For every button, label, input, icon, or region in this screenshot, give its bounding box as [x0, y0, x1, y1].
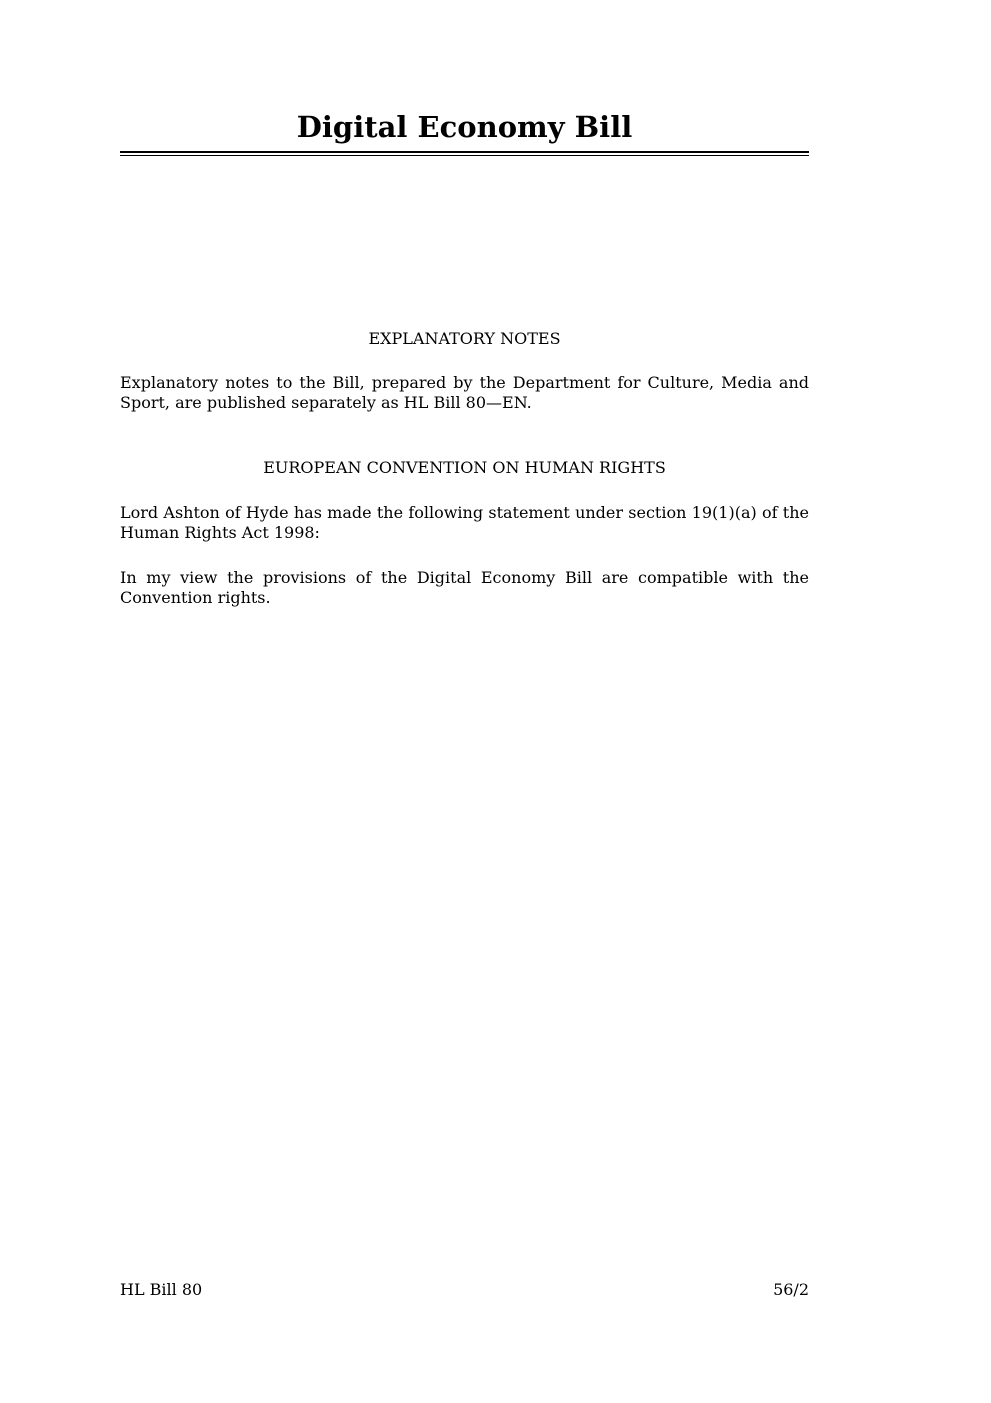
section-heading: EUROPEAN CONVENTION ON HUMAN RIGHTS: [263, 458, 666, 477]
section-heading: EXPLANATORY NOTES: [368, 329, 561, 348]
paragraph: In my view the provisions of the Digital Economy Bill are compatible with the Convention rights.: [120, 568, 809, 607]
title-rule-thin: [120, 155, 809, 156]
paragraph: Lord Ashton of Hyde has made the following statement under section 19(1)(a) of the Human Rights Act 1998:: [120, 503, 809, 542]
paragraph: Explanatory notes to the Bill, prepared by the Department for Culture, Media and Sport, are published separately as HL Bill 80—EN.: [120, 373, 809, 412]
footer-bill-number: HL Bill 80: [120, 1280, 203, 1299]
title-rule: [120, 151, 809, 153]
footer-print-code: 56/2: [773, 1280, 809, 1299]
page-title: Digital Economy Bill: [296, 110, 633, 144]
